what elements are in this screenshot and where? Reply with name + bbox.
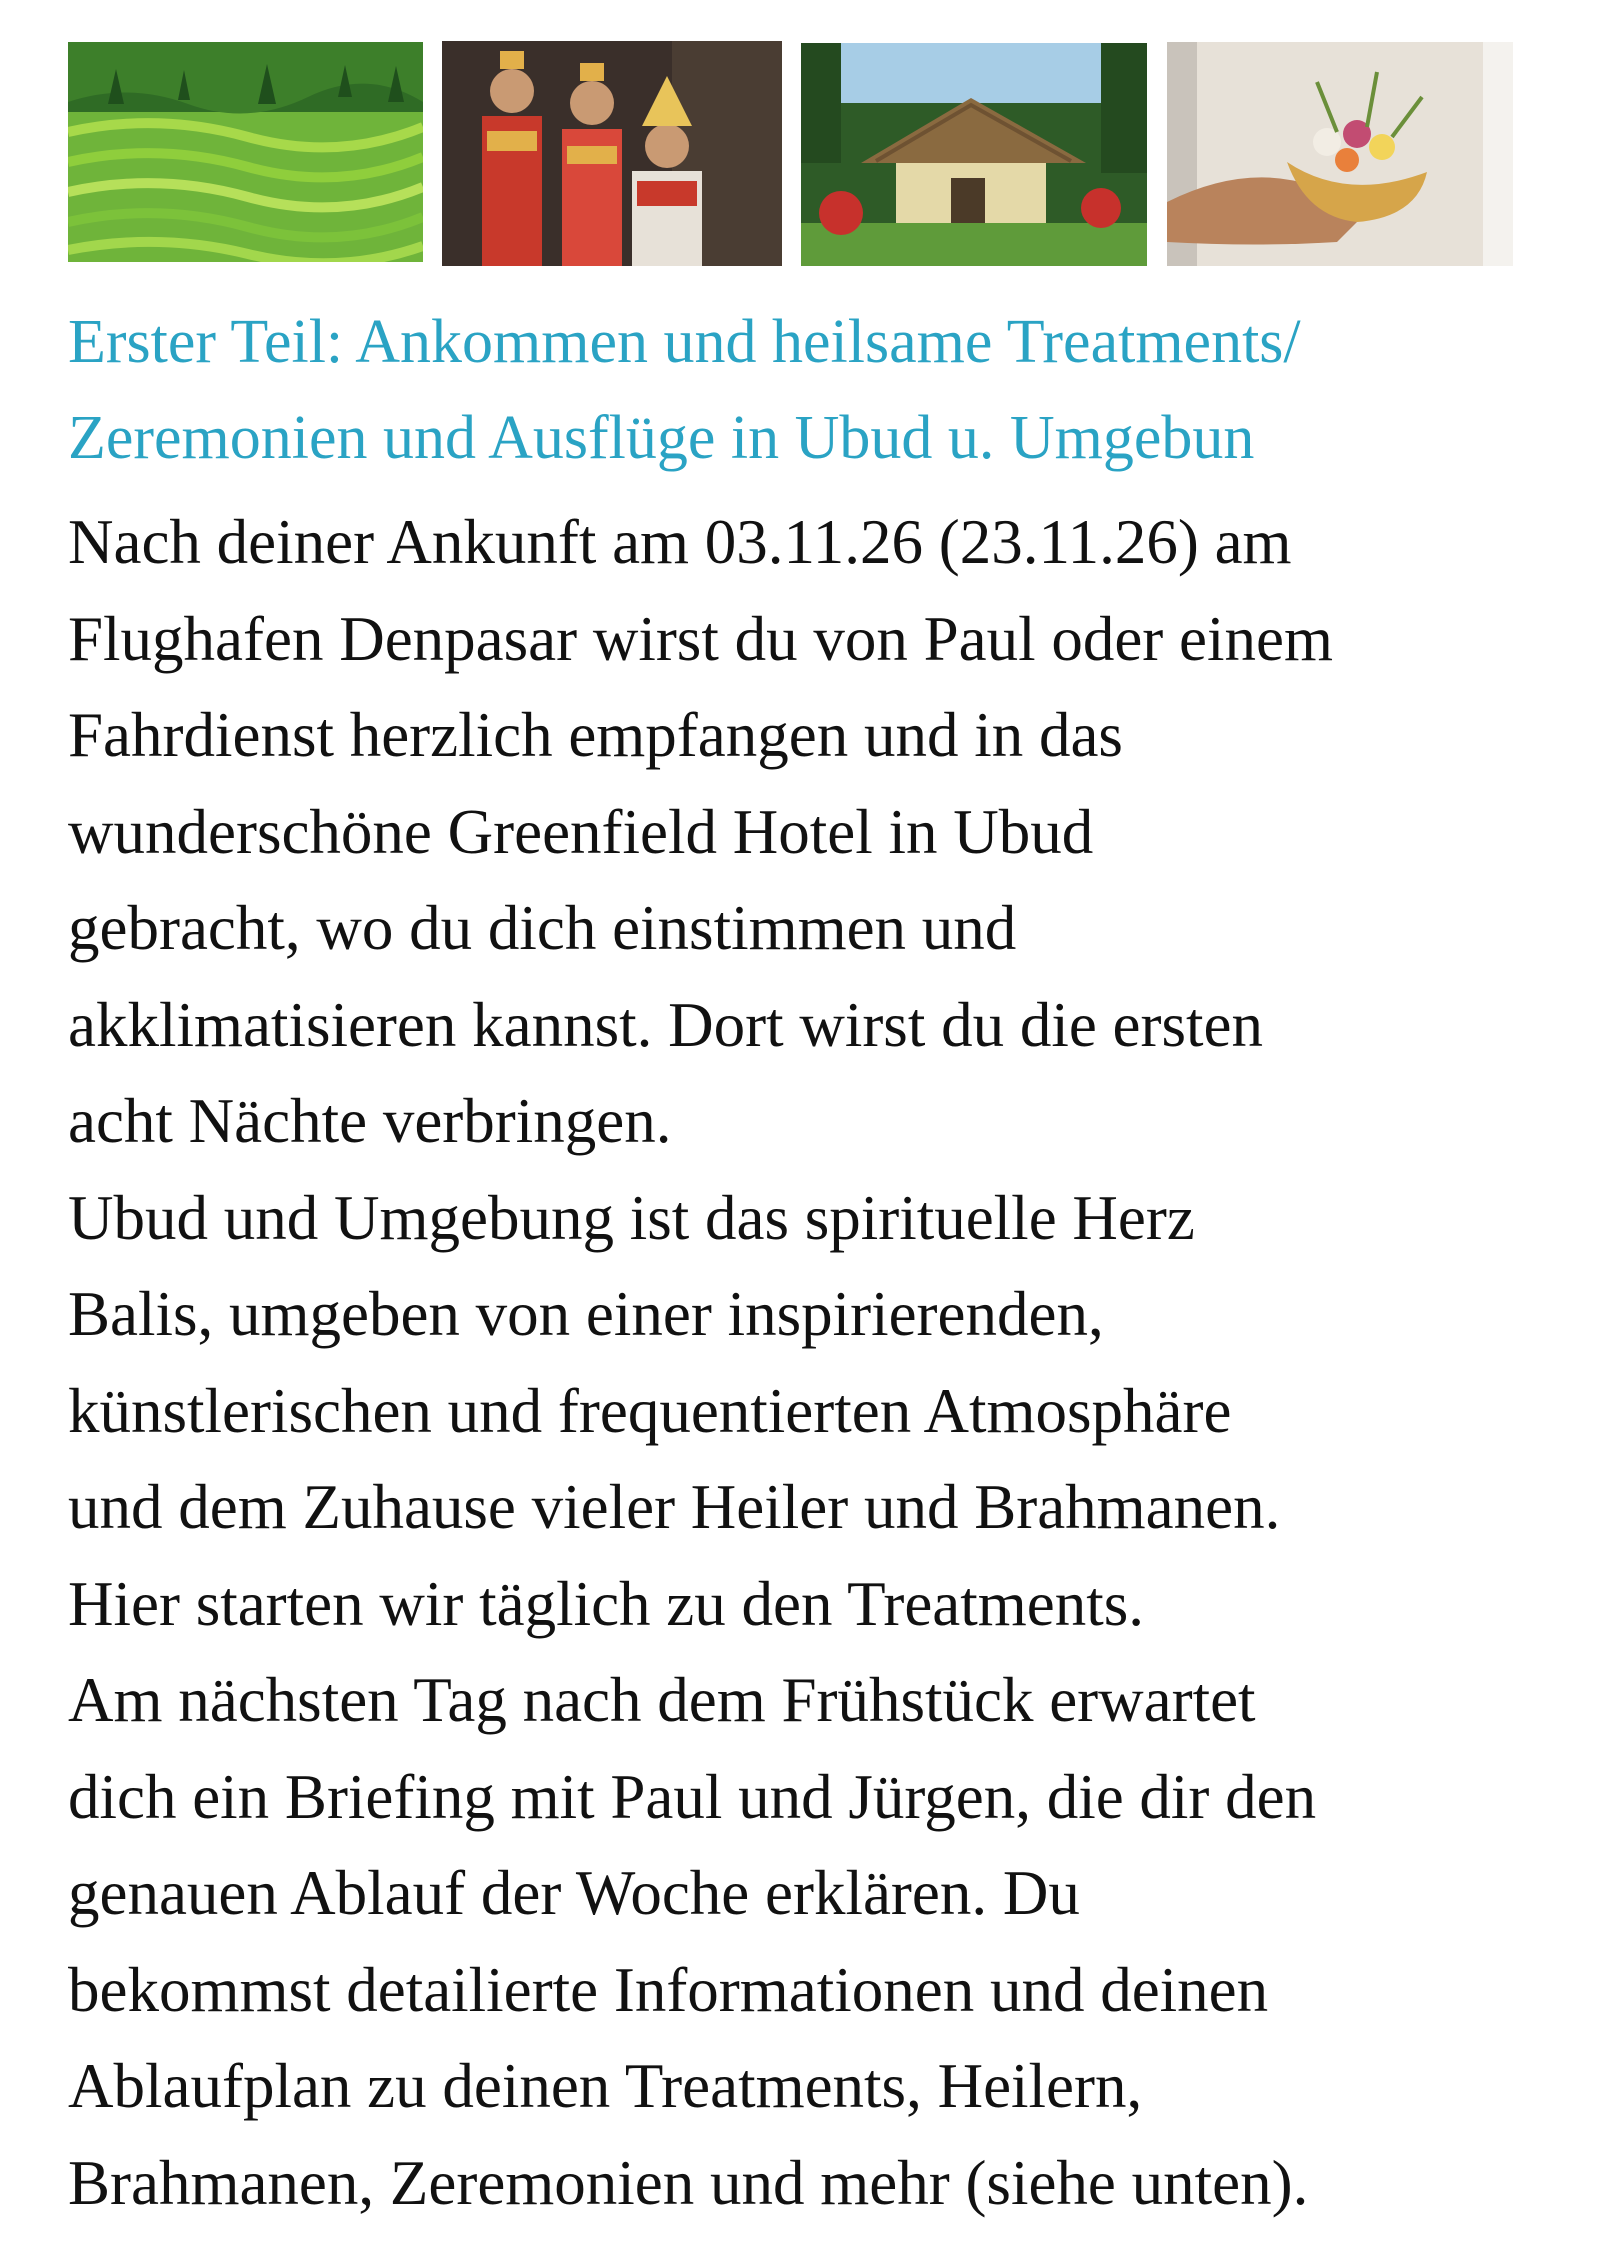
body-line: akklimatisieren kannst. Dort wirst du die ersten — [68, 989, 1263, 1060]
body-line: Fahrdienst herzlich empfangen und in das — [68, 700, 1123, 770]
body-line: genauen Ablauf der Woche erklären. Du — [68, 1858, 1080, 1928]
body-line: und dem Zuhause vieler Heiler und Brahmanen. — [68, 1472, 1281, 1542]
body-line: acht Nächte verbringen. — [68, 1086, 672, 1156]
offering-basket-photo — [1167, 42, 1513, 266]
body-line: dich ein Briefing mit Paul und Jürgen, die dir den — [68, 1761, 1317, 1832]
thatched-hut-photo — [801, 43, 1147, 266]
body-line: bekommst detailierte Informationen und deinen — [68, 1954, 1269, 2025]
section-heading — [68, 294, 1568, 486]
heading-line: Zeremonien und Ausflüge in Ubud u. Umgebun — [68, 404, 1255, 472]
balinese-dancers-photo — [442, 41, 782, 266]
heading-line: Erster Teil: Ankommen und heilsame Treatments/ — [68, 308, 1301, 376]
body-line: Nach deiner Ankunft am 03.11.26 (23.11.26) am — [68, 507, 1292, 577]
body-line: wunderschöne Greenfield Hotel in Ubud — [68, 796, 1094, 867]
body-line: Am nächsten Tag nach dem Frühstück erwartet — [68, 1665, 1256, 1735]
rice-terrace-photo — [68, 42, 423, 262]
body-line: Ablaufplan zu deinen Treatments, Heilern, — [68, 2051, 1143, 2121]
body-line: künstlerischen und frequentierten Atmosphäre — [68, 1375, 1232, 1446]
body-line: Balis, umgeben von einer inspirierenden, — [68, 1279, 1104, 1349]
body-line: Flughafen Denpasar wirst du von Paul oder einem — [68, 603, 1333, 674]
body-paragraphs — [68, 494, 1588, 2231]
photo-strip — [68, 38, 1550, 270]
body-line: gebracht, wo du dich einstimmen und — [68, 893, 1017, 963]
body-line: Ubud und Umgebung ist das spirituelle Herz — [68, 1182, 1195, 1253]
body-line: Brahmanen, Zeremonien und mehr (siehe unten). — [68, 2147, 1309, 2218]
body-line: Hier starten wir täglich zu den Treatments. — [68, 1568, 1144, 1639]
